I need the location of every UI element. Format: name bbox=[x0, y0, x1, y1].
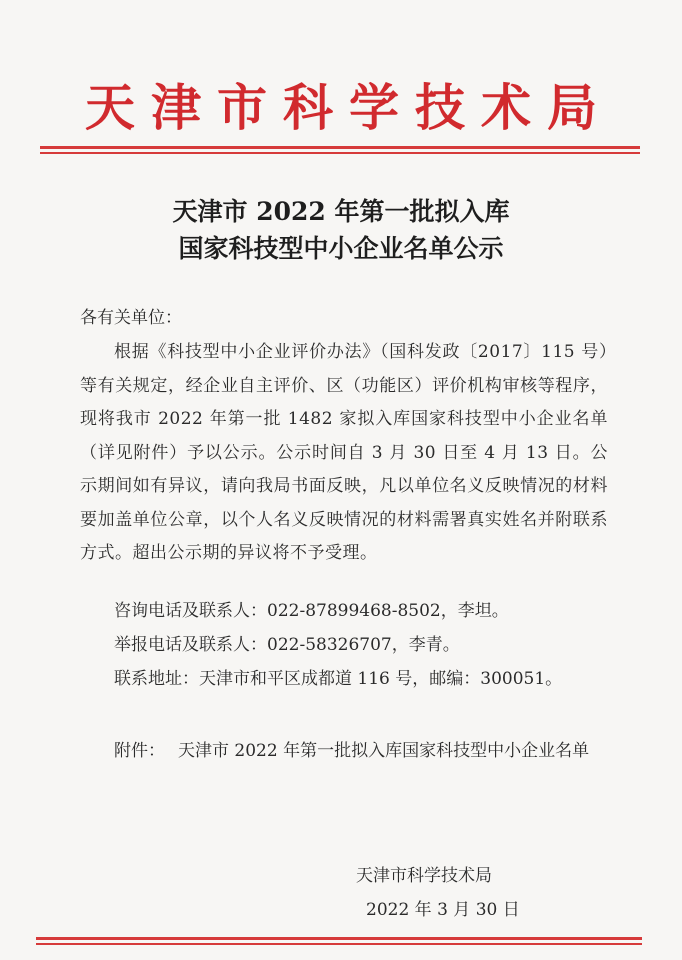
attachment-label: 附件： bbox=[114, 741, 165, 761]
signature-date: 2022 年 3 月 30 日 bbox=[366, 900, 520, 920]
body-paragraph: 根据《科技型中小企业评价办法》（国科发政〔2017〕115 号）等有关规定，经企业自主评价、区（功能区）评价机构审核等程序，现将我市 2022 年第一批 1482 家拟入库国家科技型中小企业名单（详见附件）予以公示。公示时间自 3 月 30 日至 4 月 13 日。公示期间如有异议，请向我局书面反映，凡以单位名义反映情况的材料要加盖单位公章，以个人名义反映情况的材料需署真实姓名并附联系方式。超出公示期的异议将不予受理。 bbox=[80, 342, 608, 563]
report-contact: 举报电话及联系人：022-58326707，李青。 bbox=[114, 635, 460, 655]
footer-rule-thin bbox=[36, 943, 642, 945]
inquiry-contact: 咨询电话及联系人：022-87899468-8502，李坦。 bbox=[114, 601, 509, 621]
footer-rule-thick bbox=[36, 937, 642, 940]
contact-address: 联系地址：天津市和平区成都道 116 号，邮编：300051。 bbox=[114, 669, 563, 689]
document-title-line2: 国家科技型中小企业名单公示 bbox=[178, 234, 504, 263]
document-title-line1: 天津市 2022 年第一批拟入库 bbox=[172, 197, 510, 226]
salutation: 各有关单位： bbox=[80, 308, 182, 328]
letterhead-rule-thick bbox=[40, 146, 640, 149]
letterhead-rule-thin bbox=[40, 152, 640, 154]
letterhead-title: 天津市科学技术局 bbox=[85, 78, 613, 137]
attachment-text: 天津市 2022 年第一批拟入库国家科技型中小企业名单 bbox=[178, 741, 590, 761]
signature-org: 天津市科学技术局 bbox=[356, 866, 492, 886]
